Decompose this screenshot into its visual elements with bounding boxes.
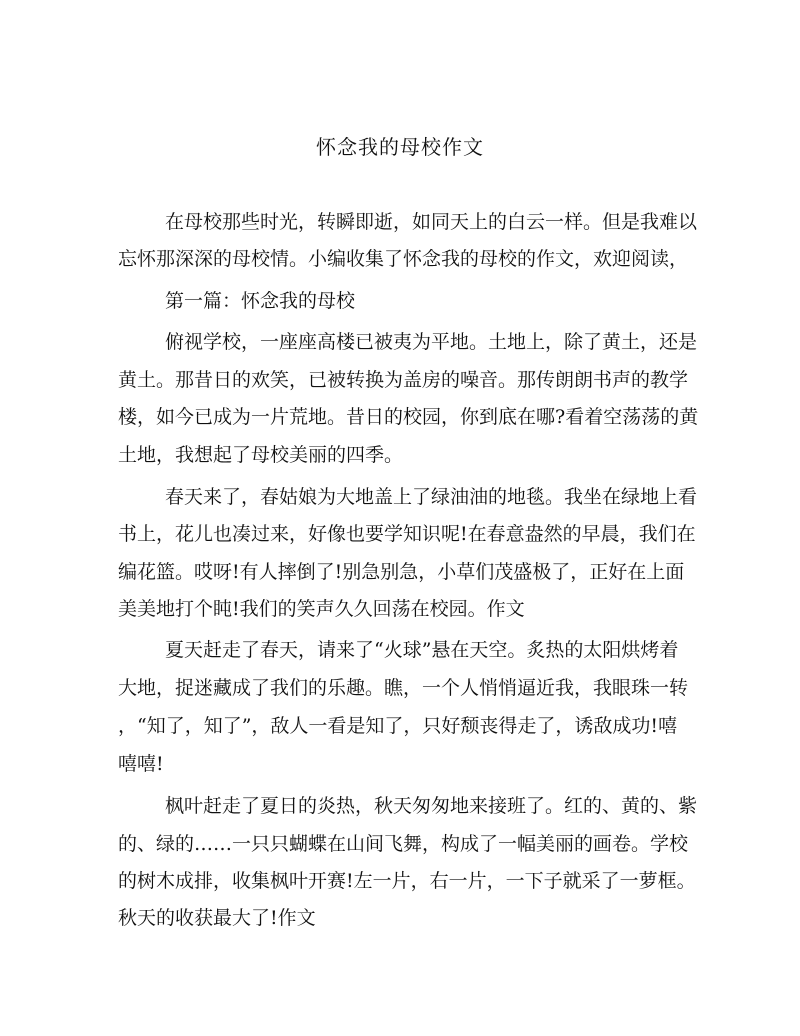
text-line: 书上，花儿也凑过来，好像也要学知识呢!在春意盎然的早晨，我们在 (118, 523, 696, 545)
text-line: 俯视学校，一座座高楼已被夷为平地。土地上，除了黄土，还是 (165, 331, 698, 353)
text-line: 黄土。那昔日的欢笑，已被转换为盖房的噪音。那传朗朗书声的教学 (118, 369, 689, 391)
text-line: 秋天的收获最大了!作文 (118, 907, 316, 929)
text-line: 嘻嘻! (118, 753, 164, 775)
text-line: 大地，捉迷藏成了我们的乐趣。瞧，一个人悄悄逼近我，我眼珠一转 (118, 677, 689, 699)
document-title: 怀念我的母校作文 (316, 135, 484, 159)
text-line: 忘怀那深深的母校情。小编收集了怀念我的母校的作文，欢迎阅读， (118, 248, 689, 270)
text-line: 土地，我想起了母校美丽的四季。 (118, 444, 404, 466)
text-line: ，“知了，知了”，敌人一看是知了，只好颓丧得走了，诱敌成功!嘻 (118, 715, 678, 737)
text-line: 枫叶赶走了夏日的炎热，秋天匆匆地来接班了。红的、黄的、紫 (165, 795, 698, 817)
text-line: 春天来了，春姑娘为大地盖上了绿油油的地毯。我坐在绿地上看 (165, 486, 698, 508)
text-line: 夏天赶走了春天，请来了“火球”悬在天空。炙热的太阳烘烤着 (165, 639, 679, 661)
text-line: 编花篮。哎呀!有人摔倒了!别急别急，小草们茂盛极了，正好在上面 (118, 561, 685, 583)
text-line: 的树木成排，收集枫叶开赛!左一片，右一片，一下子就采了一萝框。 (118, 870, 696, 892)
text-line: 的、绿的……一只只蝴蝶在山间飞舞，构成了一幅美丽的画卷。学校 (118, 833, 689, 855)
text-line: 楼，如今已成为一片荒地。昔日的校园，你到底在哪?看着空荡荡的黄 (118, 406, 699, 428)
section-heading: 第一篇：怀念我的母校 (165, 290, 356, 312)
text-line: 在母校那些时光，转瞬即逝，如同天上的白云一样。但是我难以 (165, 211, 698, 233)
text-line: 美美地打个盹!我们的笑声久久回荡在校园。作文 (118, 598, 525, 620)
